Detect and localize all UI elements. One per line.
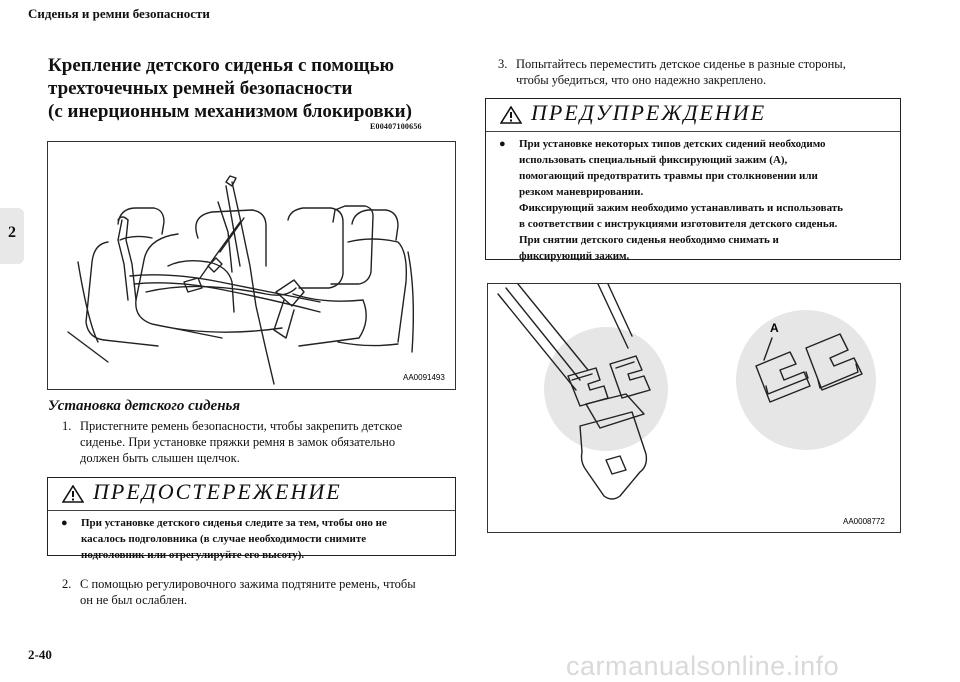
child-seat-illustration [47,141,456,390]
step-number: 3. [498,57,508,71]
warning-line: При установке некоторых типов детских сидений необходимо [519,138,826,150]
caution-line: касалось подголовника (в случае необходимости снимите [81,533,367,545]
warning-heading: ПРЕДУПРЕЖДЕНИЕ [531,100,767,125]
caution-box [47,477,456,561]
clip-drawing [488,284,900,532]
warning-body [486,132,900,268]
section-code: E00407100656 [370,122,422,131]
warning-line: резком маневрировании. [519,186,644,198]
seat-drawing [48,142,455,389]
warning-line: помогающий предотвратить травмы при столкновении или [519,170,818,182]
page-number: 2-40 [28,647,52,662]
warning-header [486,99,900,132]
warning-triangle-icon [62,485,84,503]
figure-code: AA0091493 [403,373,445,382]
step-text: сиденье. При установке пряжки ремня в замок обязательно [80,435,396,449]
warning-line: использовать специальный фиксирующий зажим (A), [519,154,788,166]
title-line: (с инерционным механизмом блокировки) [48,101,412,122]
warning-triangle-icon [500,106,522,124]
step-2 [62,576,462,608]
warning-line: Фиксирующий зажим необходимо устанавливать и использовать [519,202,844,214]
figure-code: AA0008772 [843,517,885,526]
warning-line: При снятии детского сиденья необходимо снимать и [519,234,779,246]
bullet-icon: ● [61,517,68,529]
caution-body [48,511,455,567]
title-line: трехточечных ремней безопасности [48,78,353,99]
chapter-number: 2 [8,224,16,241]
caution-line: При установке детского сиденья следите за тем, чтобы оно не [81,517,387,529]
step-text: он не был ослаблен. [80,593,188,607]
warning-line: фиксирующий зажим. [519,250,630,262]
title-line: Крепление детского сиденья с помощью [48,55,395,76]
warning-line: в соответствии с инструкциями изготовителя детского сиденья. [519,218,838,230]
step-number: 2. [62,577,72,591]
caution-heading: ПРЕДОСТЕРЕЖЕНИЕ [93,479,342,504]
step-3 [498,56,918,88]
step-number: 1. [62,419,72,433]
step-text: Пристегните ремень безопасности, чтобы закрепить детское [80,419,403,433]
locking-clip-illustration [487,283,901,533]
section-title [48,54,458,123]
step-text: Попытайтесь переместить детское сиденье в разные стороны, [516,57,846,71]
watermark: carmanualsonline.info [566,651,840,681]
warning-box [485,98,901,260]
step-1 [62,418,462,466]
step-text: чтобы убедиться, что оно надежно закреплено. [516,73,767,87]
clip-label-a: A [770,321,779,335]
bullet-icon: ● [499,138,506,150]
caution-header [48,478,455,511]
running-header: Сиденья и ремни безопасности [28,6,210,21]
subsection-title: Установка детского сиденья [48,398,241,414]
step-text: С помощью регулировочного зажима подтяните ремень, чтобы [80,577,416,591]
caution-line: подголовник или отрегулируйте его высоту). [81,549,305,561]
step-text: должен быть слышен щелчок. [80,451,240,465]
